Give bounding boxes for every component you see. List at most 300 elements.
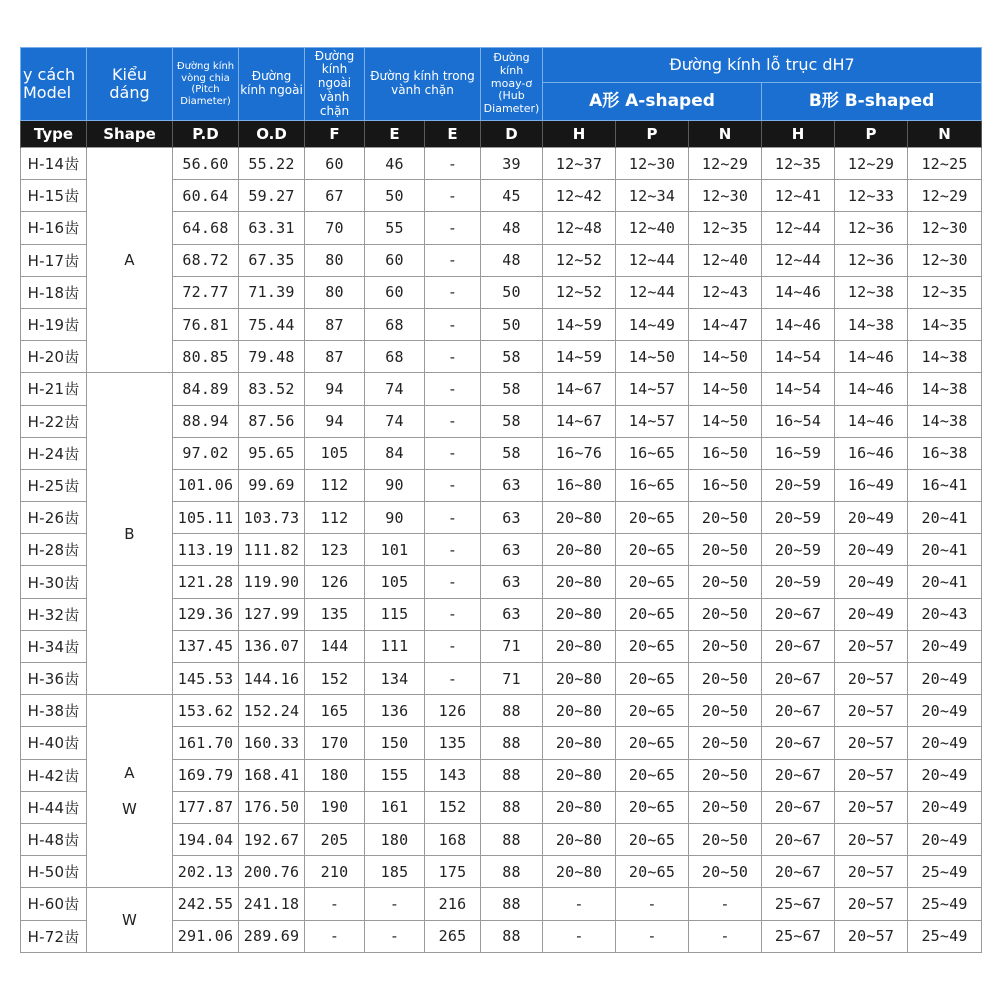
- table-cell: 185: [365, 856, 425, 888]
- table-cell: 12~35: [908, 276, 982, 308]
- column-header: E: [425, 121, 481, 148]
- header-flange-inner: Đường kính trong vành chặn: [365, 48, 481, 121]
- table-cell: 99.69: [239, 469, 305, 501]
- table-cell: -: [543, 920, 616, 952]
- table-cell: 63: [481, 566, 543, 598]
- table-cell: 20~41: [908, 534, 982, 566]
- shape-cell: B: [87, 373, 173, 695]
- table-cell: 14~35: [908, 308, 982, 340]
- table-cell: 16~65: [616, 437, 689, 469]
- table-cell: 20~50: [689, 502, 762, 534]
- header-model: y cách Model: [21, 48, 87, 121]
- type-cell: H-50齿: [21, 856, 87, 888]
- table-cell: 105: [365, 566, 425, 598]
- table-cell: 20~65: [616, 502, 689, 534]
- type-cell: H-18齿: [21, 276, 87, 308]
- table-cell: -: [689, 888, 762, 920]
- table-cell: -: [689, 920, 762, 952]
- table-cell: -: [305, 888, 365, 920]
- type-cell: H-28齿: [21, 534, 87, 566]
- table-cell: 20~65: [616, 791, 689, 823]
- table-cell: 80: [305, 244, 365, 276]
- table-cell: 84: [365, 437, 425, 469]
- table-cell: 16~80: [543, 469, 616, 501]
- table-cell: 150: [365, 727, 425, 759]
- table-cell: 12~37: [543, 148, 616, 180]
- table-cell: 123: [305, 534, 365, 566]
- type-cell: H-44齿: [21, 791, 87, 823]
- table-cell: 145.53: [173, 663, 239, 695]
- table-cell: -: [365, 888, 425, 920]
- header-a-shaped: A形 A-shaped: [543, 83, 762, 121]
- table-cell: 205: [305, 823, 365, 855]
- table-cell: 12~43: [689, 276, 762, 308]
- table-cell: -: [425, 276, 481, 308]
- table-cell: 14~38: [835, 308, 908, 340]
- table-cell: 58: [481, 341, 543, 373]
- table-cell: 192.67: [239, 823, 305, 855]
- table-cell: 14~46: [762, 276, 835, 308]
- sprocket-spec-table: [20, 47, 982, 953]
- header-outer-diameter: Đường kính ngoài: [239, 48, 305, 121]
- table-cell: 210: [305, 856, 365, 888]
- table-cell: 143: [425, 759, 481, 791]
- table-cell: 63: [481, 534, 543, 566]
- table-cell: 20~67: [762, 791, 835, 823]
- table-cell: -: [425, 308, 481, 340]
- type-cell: H-19齿: [21, 308, 87, 340]
- table-cell: 55: [365, 212, 425, 244]
- table-cell: 12~35: [689, 212, 762, 244]
- table-cell: 68.72: [173, 244, 239, 276]
- table-cell: 12~29: [835, 148, 908, 180]
- table-cell: 50: [481, 308, 543, 340]
- table-row: [21, 695, 982, 727]
- table-cell: 12~29: [908, 180, 982, 212]
- table-cell: 16~59: [762, 437, 835, 469]
- table-cell: 20~50: [689, 566, 762, 598]
- table-cell: 14~50: [689, 373, 762, 405]
- table-cell: 20~65: [616, 823, 689, 855]
- table-cell: 112: [305, 502, 365, 534]
- table-cell: -: [365, 920, 425, 952]
- table-cell: 20~65: [616, 856, 689, 888]
- table-cell: 20~80: [543, 566, 616, 598]
- shape-cell: A W: [87, 695, 173, 888]
- table-cell: 12~30: [908, 212, 982, 244]
- table-cell: 71: [481, 630, 543, 662]
- table-cell: 25~67: [762, 888, 835, 920]
- table-cell: 20~59: [762, 469, 835, 501]
- table-cell: 55.22: [239, 148, 305, 180]
- table-cell: 12~44: [762, 244, 835, 276]
- table-cell: 60: [305, 148, 365, 180]
- table-cell: 45: [481, 180, 543, 212]
- table-cell: 169.79: [173, 759, 239, 791]
- table-cell: 20~41: [908, 566, 982, 598]
- table-cell: 20~67: [762, 695, 835, 727]
- table-cell: 14~46: [835, 341, 908, 373]
- table-cell: 115: [365, 598, 425, 630]
- table-cell: 12~48: [543, 212, 616, 244]
- table-cell: 63: [481, 502, 543, 534]
- table-cell: 16~49: [835, 469, 908, 501]
- table-cell: 16~38: [908, 437, 982, 469]
- column-header: N: [908, 121, 982, 148]
- table-cell: 20~65: [616, 598, 689, 630]
- table-cell: 39: [481, 148, 543, 180]
- column-header: H: [762, 121, 835, 148]
- table-cell: 25~49: [908, 920, 982, 952]
- table-cell: 94: [305, 405, 365, 437]
- table-cell: 20~57: [835, 888, 908, 920]
- header-shape: Kiểu dáng: [87, 48, 173, 121]
- table-cell: 20~49: [835, 502, 908, 534]
- table-cell: 67.35: [239, 244, 305, 276]
- type-cell: H-21齿: [21, 373, 87, 405]
- table-cell: 14~67: [543, 405, 616, 437]
- table-cell: 94: [305, 373, 365, 405]
- table-cell: 20~49: [908, 823, 982, 855]
- table-cell: 71: [481, 663, 543, 695]
- table-cell: 20~57: [835, 823, 908, 855]
- table-cell: 20~50: [689, 823, 762, 855]
- table-cell: 25~49: [908, 856, 982, 888]
- table-cell: 20~41: [908, 502, 982, 534]
- table-cell: 14~38: [908, 341, 982, 373]
- table-cell: 25~49: [908, 888, 982, 920]
- table-cell: 135: [305, 598, 365, 630]
- table-cell: 20~59: [762, 502, 835, 534]
- header-shaft-bore: Đường kính lỗ trục dH7: [543, 48, 982, 83]
- column-header: E: [365, 121, 425, 148]
- table-cell: 20~57: [835, 663, 908, 695]
- table-cell: -: [425, 405, 481, 437]
- table-cell: -: [425, 180, 481, 212]
- table-cell: 200.76: [239, 856, 305, 888]
- table-cell: 12~29: [689, 148, 762, 180]
- table-cell: 79.48: [239, 341, 305, 373]
- table-cell: 168: [425, 823, 481, 855]
- table-cell: 60: [365, 276, 425, 308]
- column-header: P.D: [173, 121, 239, 148]
- table-cell: 12~44: [762, 212, 835, 244]
- table-cell: 20~49: [908, 759, 982, 791]
- table-cell: 101: [365, 534, 425, 566]
- table-cell: 242.55: [173, 888, 239, 920]
- table-cell: 105: [305, 437, 365, 469]
- table-cell: 14~38: [908, 405, 982, 437]
- table-cell: 20~50: [689, 695, 762, 727]
- column-header: P: [835, 121, 908, 148]
- table-cell: 14~46: [835, 405, 908, 437]
- table-cell: 25~67: [762, 920, 835, 952]
- table-cell: 14~50: [616, 341, 689, 373]
- table-cell: 56.60: [173, 148, 239, 180]
- table-cell: 20~65: [616, 759, 689, 791]
- column-header: D: [481, 121, 543, 148]
- table-cell: 20~57: [835, 630, 908, 662]
- table-header: [21, 48, 982, 148]
- table-cell: 75.44: [239, 308, 305, 340]
- table-row: [21, 148, 982, 180]
- header-pitch-diameter: Đường kính vòng chia (Pitch Diameter): [173, 48, 239, 121]
- table-cell: 160.33: [239, 727, 305, 759]
- table-cell: 111.82: [239, 534, 305, 566]
- table-cell: 76.81: [173, 308, 239, 340]
- table-cell: -: [425, 566, 481, 598]
- table-cell: 87: [305, 308, 365, 340]
- table-cell: 14~46: [835, 373, 908, 405]
- table-cell: 70: [305, 212, 365, 244]
- table-cell: 14~54: [762, 373, 835, 405]
- type-cell: H-14齿: [21, 148, 87, 180]
- table-cell: -: [425, 598, 481, 630]
- type-cell: H-17齿: [21, 244, 87, 276]
- table-cell: -: [425, 630, 481, 662]
- table-cell: 12~44: [616, 276, 689, 308]
- header-hub-diameter: Đường kính moay-ơ (Hub Diameter): [481, 48, 543, 121]
- type-cell: H-60齿: [21, 888, 87, 920]
- table-cell: 20~65: [616, 695, 689, 727]
- table-cell: 20~80: [543, 630, 616, 662]
- table-cell: 12~40: [689, 244, 762, 276]
- table-cell: -: [425, 534, 481, 566]
- table-cell: 20~49: [908, 695, 982, 727]
- table-cell: 14~59: [543, 341, 616, 373]
- table-cell: 20~67: [762, 663, 835, 695]
- table-cell: 80: [305, 276, 365, 308]
- type-cell: H-34齿: [21, 630, 87, 662]
- table-cell: 88.94: [173, 405, 239, 437]
- table-cell: 129.36: [173, 598, 239, 630]
- column-header: N: [689, 121, 762, 148]
- type-cell: H-48齿: [21, 823, 87, 855]
- table-cell: 72.77: [173, 276, 239, 308]
- table-cell: 14~57: [616, 405, 689, 437]
- table-cell: 20~57: [835, 856, 908, 888]
- table-cell: 136: [365, 695, 425, 727]
- table-cell: 20~57: [835, 920, 908, 952]
- table-cell: 88: [481, 823, 543, 855]
- table-cell: 161: [365, 791, 425, 823]
- table-cell: 137.45: [173, 630, 239, 662]
- table-cell: -: [425, 469, 481, 501]
- table-cell: 175: [425, 856, 481, 888]
- table-cell: 63.31: [239, 212, 305, 244]
- table-cell: 20~49: [908, 791, 982, 823]
- table-cell: 20~65: [616, 727, 689, 759]
- type-cell: H-42齿: [21, 759, 87, 791]
- table-cell: 20~57: [835, 759, 908, 791]
- table-cell: 59.27: [239, 180, 305, 212]
- table-cell: 90: [365, 502, 425, 534]
- type-cell: H-26齿: [21, 502, 87, 534]
- table-cell: 20~80: [543, 856, 616, 888]
- table-cell: -: [305, 920, 365, 952]
- type-cell: H-25齿: [21, 469, 87, 501]
- table-cell: -: [543, 888, 616, 920]
- table-cell: 176.50: [239, 791, 305, 823]
- table-cell: -: [616, 920, 689, 952]
- type-cell: H-40齿: [21, 727, 87, 759]
- table-cell: 134: [365, 663, 425, 695]
- type-cell: H-36齿: [21, 663, 87, 695]
- table-cell: 68: [365, 308, 425, 340]
- table-cell: 48: [481, 212, 543, 244]
- table-cell: 161.70: [173, 727, 239, 759]
- table-cell: 60: [365, 244, 425, 276]
- table-cell: 20~49: [908, 630, 982, 662]
- table-cell: 20~49: [835, 566, 908, 598]
- table-cell: 12~25: [908, 148, 982, 180]
- table-cell: 16~65: [616, 469, 689, 501]
- table-cell: 20~50: [689, 663, 762, 695]
- header-b-shaped: B形 B-shaped: [762, 83, 982, 121]
- table-cell: 14~57: [616, 373, 689, 405]
- table-cell: 202.13: [173, 856, 239, 888]
- table-cell: 12~40: [616, 212, 689, 244]
- table-cell: 63: [481, 469, 543, 501]
- table-cell: 60.64: [173, 180, 239, 212]
- table-cell: 152: [425, 791, 481, 823]
- table-cell: 16~76: [543, 437, 616, 469]
- column-header: F: [305, 121, 365, 148]
- table-cell: 20~80: [543, 759, 616, 791]
- table-cell: -: [425, 341, 481, 373]
- type-cell: H-24齿: [21, 437, 87, 469]
- table-cell: 12~34: [616, 180, 689, 212]
- column-header-row: [21, 121, 982, 148]
- table-cell: 20~67: [762, 630, 835, 662]
- table-cell: 12~38: [835, 276, 908, 308]
- table-cell: 168.41: [239, 759, 305, 791]
- table-cell: 14~59: [543, 308, 616, 340]
- table-cell: 20~67: [762, 856, 835, 888]
- table-cell: 170: [305, 727, 365, 759]
- table-row: [21, 888, 982, 920]
- type-cell: H-38齿: [21, 695, 87, 727]
- table-cell: 20~80: [543, 823, 616, 855]
- table-cell: 121.28: [173, 566, 239, 598]
- table-cell: -: [425, 148, 481, 180]
- table-cell: -: [425, 437, 481, 469]
- column-header: P: [616, 121, 689, 148]
- table-cell: 20~49: [835, 534, 908, 566]
- table-cell: 136.07: [239, 630, 305, 662]
- table-cell: 20~80: [543, 598, 616, 630]
- table-cell: 194.04: [173, 823, 239, 855]
- table-cell: 20~80: [543, 663, 616, 695]
- table-cell: 16~41: [908, 469, 982, 501]
- table-cell: 12~36: [835, 244, 908, 276]
- table-cell: 20~59: [762, 566, 835, 598]
- table-cell: 48: [481, 244, 543, 276]
- table-cell: 88: [481, 695, 543, 727]
- table-cell: 50: [481, 276, 543, 308]
- table-cell: 97.02: [173, 437, 239, 469]
- table-cell: 20~67: [762, 759, 835, 791]
- table-cell: 83.52: [239, 373, 305, 405]
- table-cell: 20~65: [616, 534, 689, 566]
- table-cell: 14~38: [908, 373, 982, 405]
- table-cell: 112: [305, 469, 365, 501]
- table-cell: 88: [481, 727, 543, 759]
- column-header: Type: [21, 121, 87, 148]
- table-cell: -: [425, 244, 481, 276]
- type-cell: H-20齿: [21, 341, 87, 373]
- table-cell: 12~30: [908, 244, 982, 276]
- table-cell: 165: [305, 695, 365, 727]
- table-cell: 190: [305, 791, 365, 823]
- table-cell: 20~80: [543, 791, 616, 823]
- table-cell: 46: [365, 148, 425, 180]
- type-cell: H-30齿: [21, 566, 87, 598]
- table-cell: 20~49: [908, 663, 982, 695]
- table-cell: 152: [305, 663, 365, 695]
- table-cell: 20~80: [543, 695, 616, 727]
- table-cell: 74: [365, 373, 425, 405]
- table-cell: -: [425, 502, 481, 534]
- table-cell: 20~67: [762, 727, 835, 759]
- table-cell: 58: [481, 437, 543, 469]
- table-cell: 241.18: [239, 888, 305, 920]
- table-cell: 20~49: [835, 598, 908, 630]
- table-cell: 113.19: [173, 534, 239, 566]
- table-cell: 126: [425, 695, 481, 727]
- table-cell: 58: [481, 373, 543, 405]
- table-cell: 20~50: [689, 759, 762, 791]
- table-cell: 71.39: [239, 276, 305, 308]
- shape-cell: W: [87, 888, 173, 952]
- type-cell: H-22齿: [21, 405, 87, 437]
- table-cell: 135: [425, 727, 481, 759]
- table-cell: 180: [305, 759, 365, 791]
- table-cell: 126: [305, 566, 365, 598]
- table-cell: 14~67: [543, 373, 616, 405]
- table-cell: 127.99: [239, 598, 305, 630]
- header-flange-outer: Đường kính ngoài vành chặn: [305, 48, 365, 121]
- table-cell: 88: [481, 791, 543, 823]
- table-cell: 12~36: [835, 212, 908, 244]
- table-cell: 16~50: [689, 469, 762, 501]
- type-cell: H-16齿: [21, 212, 87, 244]
- table-cell: 14~54: [762, 341, 835, 373]
- table-cell: 88: [481, 856, 543, 888]
- table-cell: 12~33: [835, 180, 908, 212]
- table-cell: 20~65: [616, 630, 689, 662]
- table-cell: 105.11: [173, 502, 239, 534]
- table-cell: 16~50: [689, 437, 762, 469]
- table-cell: 88: [481, 920, 543, 952]
- table-cell: 12~30: [616, 148, 689, 180]
- table-cell: 12~35: [762, 148, 835, 180]
- table-cell: 20~59: [762, 534, 835, 566]
- type-cell: H-72齿: [21, 920, 87, 952]
- table-cell: 14~46: [762, 308, 835, 340]
- table-cell: 177.87: [173, 791, 239, 823]
- table-cell: 67: [305, 180, 365, 212]
- table-cell: 87.56: [239, 405, 305, 437]
- table-cell: 50: [365, 180, 425, 212]
- shape-cell: A: [87, 148, 173, 373]
- table-cell: 14~47: [689, 308, 762, 340]
- table-cell: 20~50: [689, 856, 762, 888]
- table-cell: 119.90: [239, 566, 305, 598]
- table-cell: 80.85: [173, 341, 239, 373]
- table-cell: 64.68: [173, 212, 239, 244]
- table-cell: 84.89: [173, 373, 239, 405]
